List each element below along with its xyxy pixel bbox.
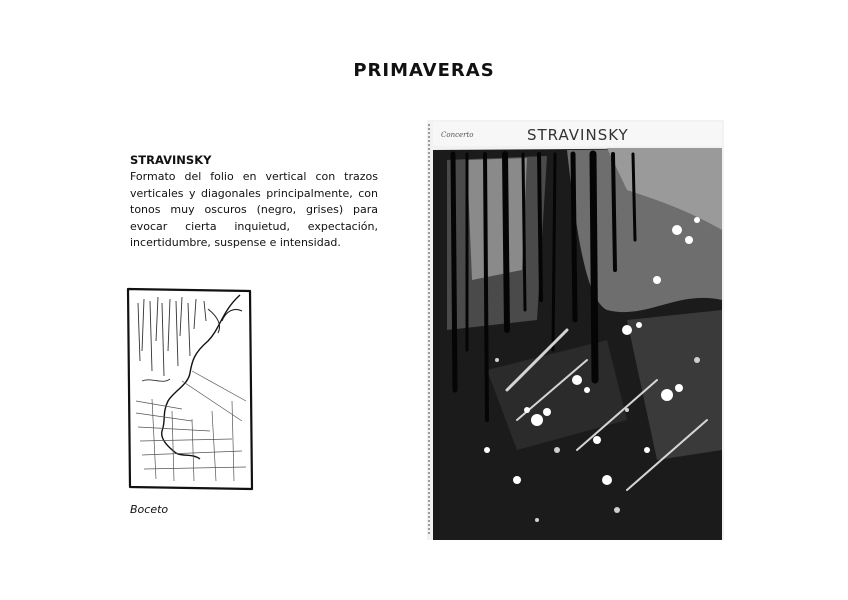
sketch-caption: Boceto [130,503,169,516]
description-body: Formato del folio en vertical con trazos verticales y diagonales principalmente, con tonos muy oscuros (negro, grises) para evocar cierta inquietud, expectación, incertidumbre, suspense e intensidad. [130,170,378,249]
painting-image [427,120,724,540]
painting-title: STRAVINSKY [527,126,629,144]
painting-note: Concerto [441,131,474,139]
sketch-image [122,281,258,493]
description-heading: STRAVINSKY [130,153,212,167]
description-block [130,153,378,252]
page-title: PRIMAVERAS [353,60,495,81]
